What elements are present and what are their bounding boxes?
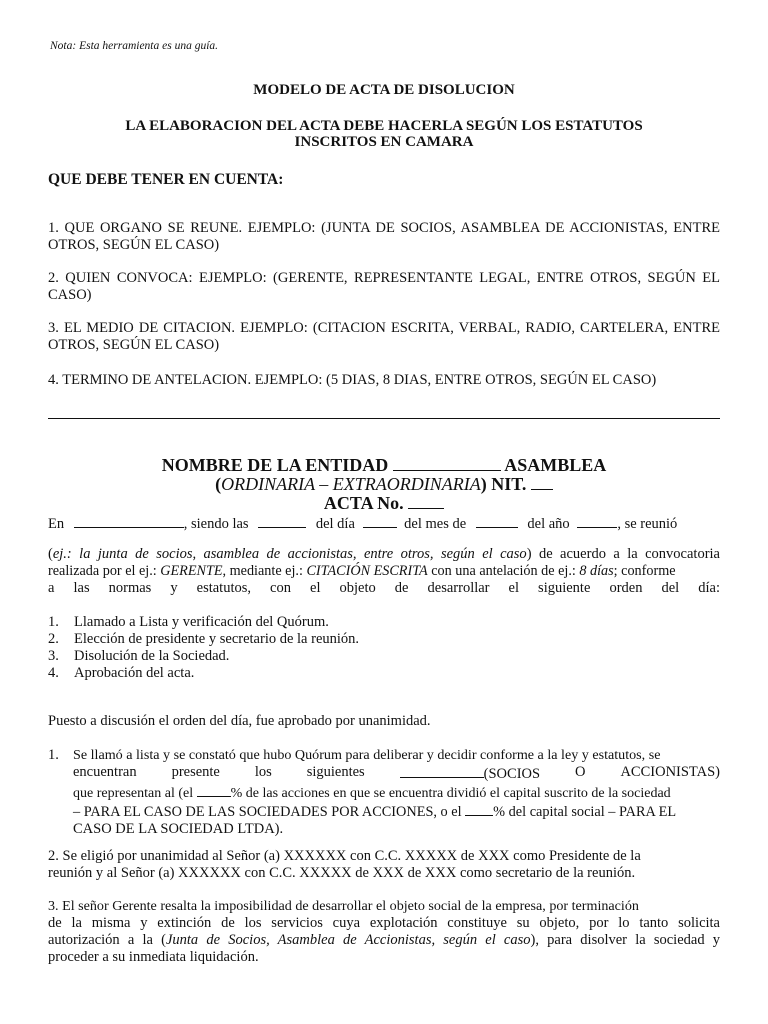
- capital-percent-blank[interactable]: [465, 802, 493, 816]
- meeting-date-line: [48, 514, 720, 533]
- point-4: 4. TERMINO DE ANTELACION. EJEMPLO: (5 DIAS, 8 DIAS, ENTRE OTROS, SEGÚN EL CASO): [48, 372, 657, 388]
- word: siguientes: [306, 764, 365, 780]
- month-label: del mes de: [404, 516, 467, 532]
- nit-blank[interactable]: [531, 475, 553, 490]
- item-1-line-1: Se llamó a lista y se constató que hubo Quórum para deliberar y decidir conforme a la ley y estatutos, se: [73, 747, 661, 763]
- assembly-type-line: [0, 474, 768, 495]
- medio-example: CITACIÓN ESCRITA: [306, 563, 428, 579]
- year-blank[interactable]: [577, 514, 617, 528]
- word: los: [254, 764, 272, 780]
- guide-note: Nota: Esta herramienta es una guía.: [50, 40, 219, 52]
- text: que representan al (el: [73, 786, 197, 801]
- agenda-item-2: [48, 631, 359, 648]
- intro-line-1: [48, 546, 720, 563]
- agenda-item-1: [48, 614, 329, 631]
- word: O: [575, 764, 586, 780]
- text: autorización a la (: [48, 932, 166, 948]
- point-2: 2. QUIEN CONVOCA: EJEMPLO: (GERENTE, REPRESENTANTE LEGAL, ENTRE OTROS, SEGÚN EL CASO): [48, 270, 720, 303]
- point-3: 3. EL MEDIO DE CITACION. EJEMPLO: (CITACION ESCRITA, VERBAL, RADIO, CARTELERA, ENTRE OTROS, SEGÚN EL CASO): [48, 320, 720, 353]
- place-blank[interactable]: [74, 514, 184, 528]
- antelacion-example: 8 días: [579, 563, 614, 579]
- word: encuentran: [73, 764, 137, 780]
- assembly-type-options: ORDINARIA – EXTRAORDINARIA: [221, 474, 481, 494]
- shares-percent-blank[interactable]: [197, 783, 231, 797]
- subtitle-line-2: INSCRITOS EN CAMARA: [294, 134, 474, 150]
- item-1-line-3: [73, 783, 720, 802]
- agenda-text: Aprobación del acta.: [74, 665, 195, 681]
- item-1-num: 1.: [48, 747, 59, 763]
- item-1-quorum: [48, 747, 720, 838]
- day-blank[interactable]: [363, 514, 397, 528]
- entity-name-label: NOMBRE DE LA ENTIDAD: [161, 455, 389, 475]
- subtitle-line-1: LA ELABORACION DEL ACTA DEBE HACERLA SEGÚN LOS ESTATUTOS: [125, 118, 643, 134]
- en-label: En: [48, 516, 65, 532]
- entity-name-blank[interactable]: [393, 456, 501, 471]
- se-reunio-label: , se reunió: [617, 516, 678, 532]
- item-3-line-3: [48, 932, 720, 949]
- day-label: del día: [315, 516, 355, 532]
- text: % de las acciones en que se encuentra dividió el capital suscrito de la sociedad: [230, 786, 671, 801]
- word: presente: [171, 764, 220, 780]
- item-1-line-2: [73, 764, 720, 783]
- item-1-line-5: CASO DE LA SOCIEDAD LTDA).: [73, 821, 284, 837]
- hour-blank[interactable]: [258, 514, 306, 528]
- divider-line: [48, 418, 720, 419]
- convoca-example: GERENTE: [160, 563, 223, 579]
- intro-paren: (: [48, 546, 53, 562]
- conforme-label: ; conforme: [613, 563, 676, 579]
- members-blank[interactable]: [400, 764, 484, 778]
- word: ACCIONISTAS): [620, 764, 720, 780]
- agenda-text: Disolución de la Sociedad.: [74, 648, 230, 664]
- agenda-num: 4.: [48, 665, 59, 681]
- item-1-line-4: [73, 802, 720, 821]
- item-3-line-1: 3. El señor Gerente resalta la imposibilidad de desarrollar el objeto social de la empresa, por terminación: [48, 898, 639, 914]
- text: – PARA EL CASO DE LAS SOCIEDADES POR ACCIONES, o el: [73, 804, 466, 820]
- agenda-num: 3.: [48, 648, 59, 664]
- agenda-text: Llamado a Lista y verificación del Quórum.: [74, 614, 329, 630]
- acta-number-label: ACTA No.: [323, 493, 404, 513]
- word: (SOCIOS: [483, 766, 541, 782]
- agenda-item-3: [48, 648, 229, 665]
- section-heading: QUE DEBE TENER EN CUENTA:: [48, 171, 284, 188]
- agenda-num: 2.: [48, 631, 59, 647]
- item-2-line-1: 2. Se eligió por unanimidad al Señor (a) XXXXXX con C.C. XXXXX de XXX como Presidente de la: [48, 848, 641, 864]
- intro-rest: ) de acuerdo a la convocatoria: [526, 546, 720, 562]
- convoca-label: realizada por el ej.:: [48, 563, 161, 579]
- year-label: del año: [527, 516, 570, 532]
- approval-statement: Puesto a discusión el orden del día, fue aprobado por unanimidad.: [48, 713, 431, 729]
- organ-example: ej.: la junta de socios, asamblea de accionistas, entre otros, según el caso: [52, 546, 527, 562]
- nit-label: ) NIT.: [480, 474, 527, 494]
- acta-number-blank[interactable]: [408, 494, 444, 509]
- item-3-line-2: de la misma y extinción de los servicios cuya explotación constituye su objeto, por lo tanto solicita: [48, 915, 720, 931]
- assembly-label: ASAMBLEA: [504, 455, 607, 475]
- month-blank[interactable]: [476, 514, 518, 528]
- item-3-line-4: proceder a su inmediata liquidación.: [48, 949, 259, 965]
- item-2-line-2: reunión y al Señor (a) XXXXXX con C.C. XXXXX de XXX de XXX como secretario de la reunión.: [48, 865, 636, 881]
- text: ), para disolver la sociedad y: [530, 932, 721, 948]
- intro-line-3: a las normas y estatutos, con el objeto de desarrollar el siguiente orden del día:: [48, 580, 720, 596]
- organ-example: Junta de Socios, Asamblea de Accionistas, según el caso: [165, 932, 531, 948]
- siendo-las-label: , siendo las: [183, 516, 249, 532]
- agenda-item-4: [48, 665, 194, 682]
- point-1: 1. QUE ORGANO SE REUNE. EJEMPLO: (JUNTA DE SOCIOS, ASAMBLEA DE ACCIONISTAS, ENTRE OTROS, SEGÚN EL CASO): [48, 220, 720, 253]
- acta-number-line: [0, 493, 768, 514]
- medio-label: , mediante ej.:: [222, 563, 307, 579]
- agenda-num: 1.: [48, 614, 59, 630]
- document-title: MODELO DE ACTA DE DISOLUCION: [253, 82, 515, 98]
- intro-line-2: [48, 563, 720, 580]
- agenda-text: Elección de presidente y secretario de la reunión.: [74, 631, 360, 647]
- antelacion-label: con una antelación de ej.:: [427, 563, 580, 579]
- text: % del capital social – PARA EL: [493, 804, 677, 820]
- entity-name-line: [0, 455, 768, 476]
- open-paren: (: [215, 474, 222, 494]
